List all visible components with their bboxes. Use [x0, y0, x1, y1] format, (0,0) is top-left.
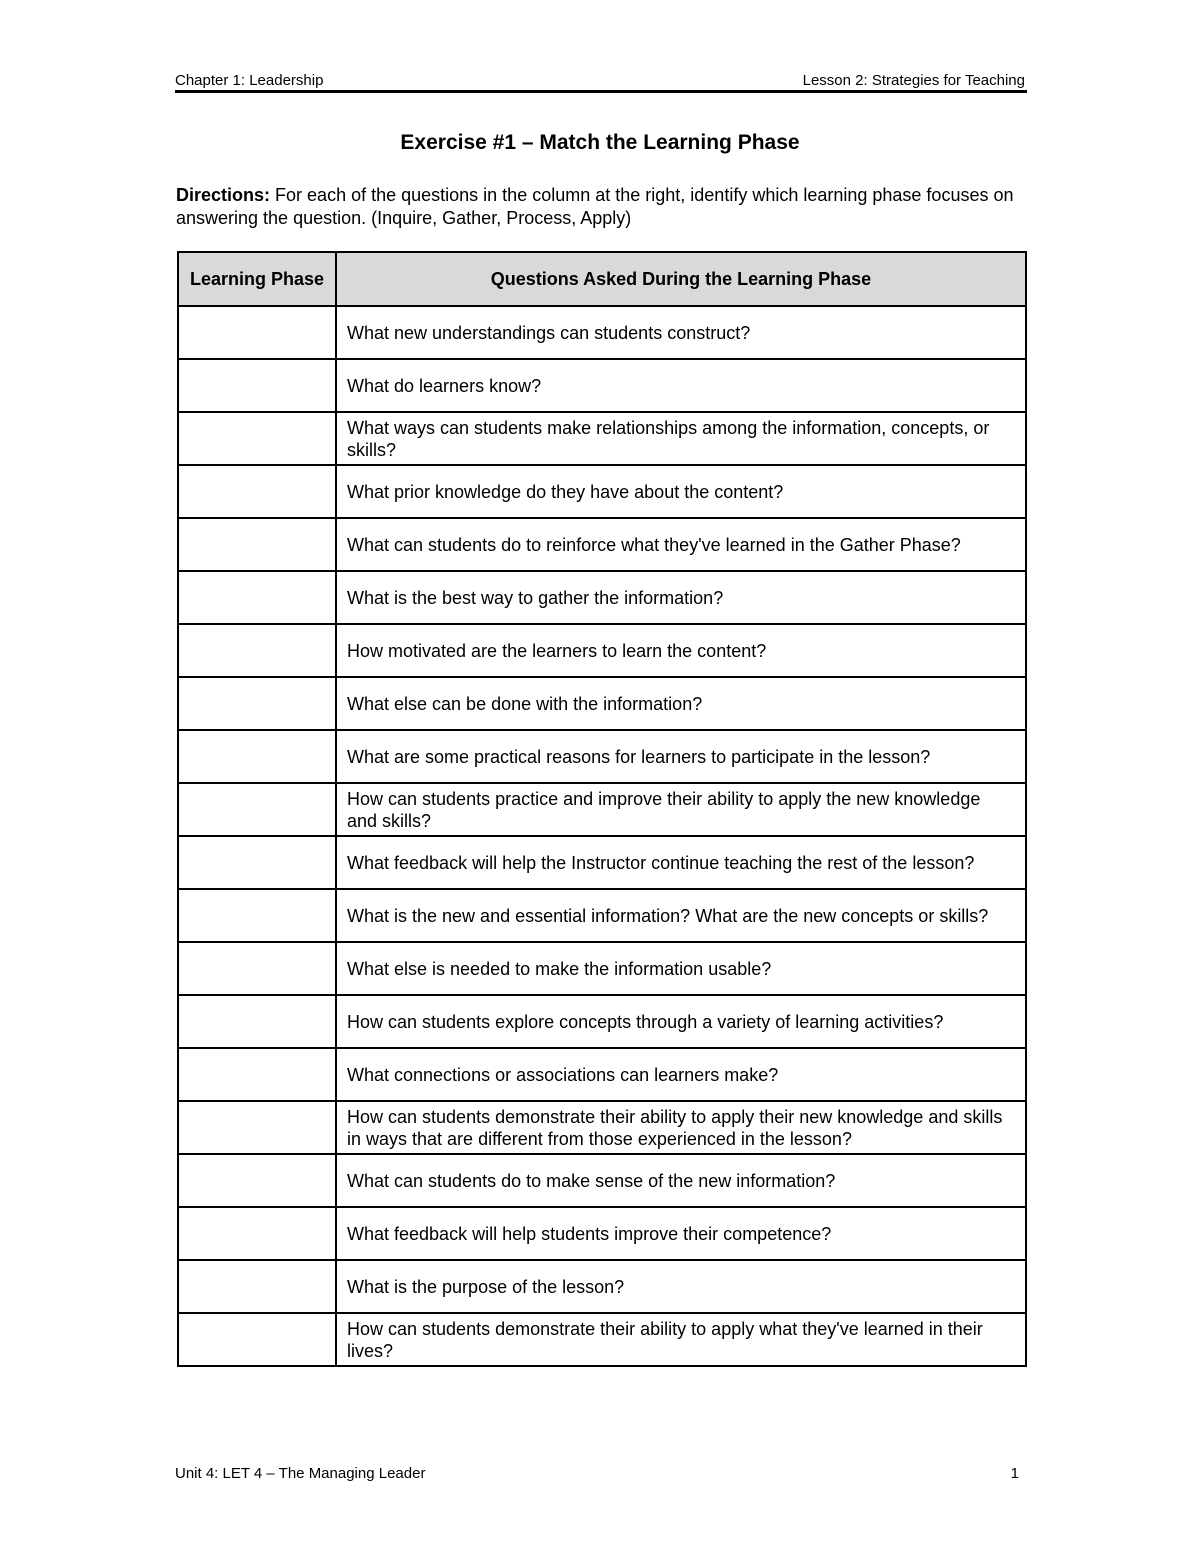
- directions: [176, 184, 1026, 230]
- table-row: [178, 412, 1026, 465]
- learning-phase-answer-cell[interactable]: [178, 518, 336, 571]
- learning-phase-answer-cell[interactable]: [178, 412, 336, 465]
- column-header-learning-phase: Learning Phase: [178, 252, 336, 306]
- table-row: [178, 1101, 1026, 1154]
- table-row: [178, 624, 1026, 677]
- chapter-label: Chapter 1: Leadership: [175, 72, 324, 89]
- table-row: [178, 571, 1026, 624]
- table-row: [178, 465, 1026, 518]
- learning-phase-answer-cell[interactable]: [178, 359, 336, 412]
- learning-phase-answer-cell[interactable]: [178, 1101, 336, 1154]
- question-cell: What is the new and essential information? What are the new concepts or skills?: [336, 889, 1026, 942]
- question-cell: What do learners know?: [336, 359, 1026, 412]
- directions-text: For each of the questions in the column at the right, identify which learning phase focuses on answering the question. (Inquire, Gather, Process, Apply): [176, 185, 1014, 228]
- table-row: [178, 836, 1026, 889]
- question-cell: What else can be done with the information?: [336, 677, 1026, 730]
- table-row: [178, 1313, 1026, 1366]
- learning-phase-answer-cell[interactable]: [178, 1154, 336, 1207]
- table-row: [178, 1207, 1026, 1260]
- page-number: 1: [1010, 1465, 1019, 1482]
- table-row: [178, 783, 1026, 836]
- learning-phase-answer-cell[interactable]: [178, 1207, 336, 1260]
- page-footer: [175, 1464, 1025, 1484]
- question-cell: How can students explore concepts through a variety of learning activities?: [336, 995, 1026, 1048]
- question-cell: What prior knowledge do they have about the content?: [336, 465, 1026, 518]
- learning-phase-answer-cell[interactable]: [178, 677, 336, 730]
- page-header: [175, 71, 1025, 91]
- table-row: [178, 518, 1026, 571]
- question-cell: What else is needed to make the information usable?: [336, 942, 1026, 995]
- page-title: Exercise #1 – Match the Learning Phase: [400, 131, 800, 154]
- learning-phase-answer-cell[interactable]: [178, 1048, 336, 1101]
- learning-phase-answer-cell[interactable]: [178, 1260, 336, 1313]
- table-row: [178, 995, 1026, 1048]
- header-rule: [175, 90, 1027, 93]
- learning-phase-answer-cell[interactable]: [178, 1313, 336, 1366]
- directions-label: Directions:: [176, 185, 271, 205]
- learning-phase-table: [177, 251, 1027, 1367]
- question-cell: How can students practice and improve their ability to apply the new knowledge and skills?: [336, 783, 1026, 836]
- question-cell: What can students do to reinforce what they've learned in the Gather Phase?: [336, 518, 1026, 571]
- table-row: [178, 1048, 1026, 1101]
- learning-phase-answer-cell[interactable]: [178, 783, 336, 836]
- question-cell: What connections or associations can learners make?: [336, 1048, 1026, 1101]
- question-cell: What are some practical reasons for learners to participate in the lesson?: [336, 730, 1026, 783]
- learning-phase-answer-cell[interactable]: [178, 571, 336, 624]
- learning-phase-answer-cell[interactable]: [178, 995, 336, 1048]
- question-cell: What can students do to make sense of the new information?: [336, 1154, 1026, 1207]
- question-cell: What new understandings can students construct?: [336, 306, 1026, 359]
- learning-phase-answer-cell[interactable]: [178, 306, 336, 359]
- table-row: [178, 1154, 1026, 1207]
- table-row: [178, 306, 1026, 359]
- learning-phase-answer-cell[interactable]: [178, 942, 336, 995]
- table-row: [178, 942, 1026, 995]
- table-body: [178, 306, 1026, 1366]
- table-header-row: [178, 252, 1026, 306]
- learning-phase-answer-cell[interactable]: [178, 624, 336, 677]
- question-cell: How motivated are the learners to learn the content?: [336, 624, 1026, 677]
- table-row: [178, 730, 1026, 783]
- question-cell: What is the best way to gather the information?: [336, 571, 1026, 624]
- question-cell: What ways can students make relationships among the information, concepts, or skills?: [336, 412, 1026, 465]
- column-header-questions: Questions Asked During the Learning Phase: [336, 252, 1026, 306]
- question-cell: How can students demonstrate their ability to apply their new knowledge and skills in ways that are different from those experienced in the lesson?: [336, 1101, 1026, 1154]
- learning-phase-answer-cell[interactable]: [178, 730, 336, 783]
- table-row: [178, 359, 1026, 412]
- table-row: [178, 889, 1026, 942]
- unit-label: Unit 4: LET 4 – The Managing Leader: [175, 1465, 426, 1482]
- learning-phase-answer-cell[interactable]: [178, 465, 336, 518]
- question-cell: How can students demonstrate their ability to apply what they've learned in their lives?: [336, 1313, 1026, 1366]
- learning-phase-answer-cell[interactable]: [178, 889, 336, 942]
- table-row: [178, 677, 1026, 730]
- question-cell: What is the purpose of the lesson?: [336, 1260, 1026, 1313]
- table-row: [178, 1260, 1026, 1313]
- lesson-label: Lesson 2: Strategies for Teaching: [802, 72, 1025, 89]
- learning-phase-answer-cell[interactable]: [178, 836, 336, 889]
- question-cell: What feedback will help the Instructor continue teaching the rest of the lesson?: [336, 836, 1026, 889]
- question-cell: What feedback will help students improve their competence?: [336, 1207, 1026, 1260]
